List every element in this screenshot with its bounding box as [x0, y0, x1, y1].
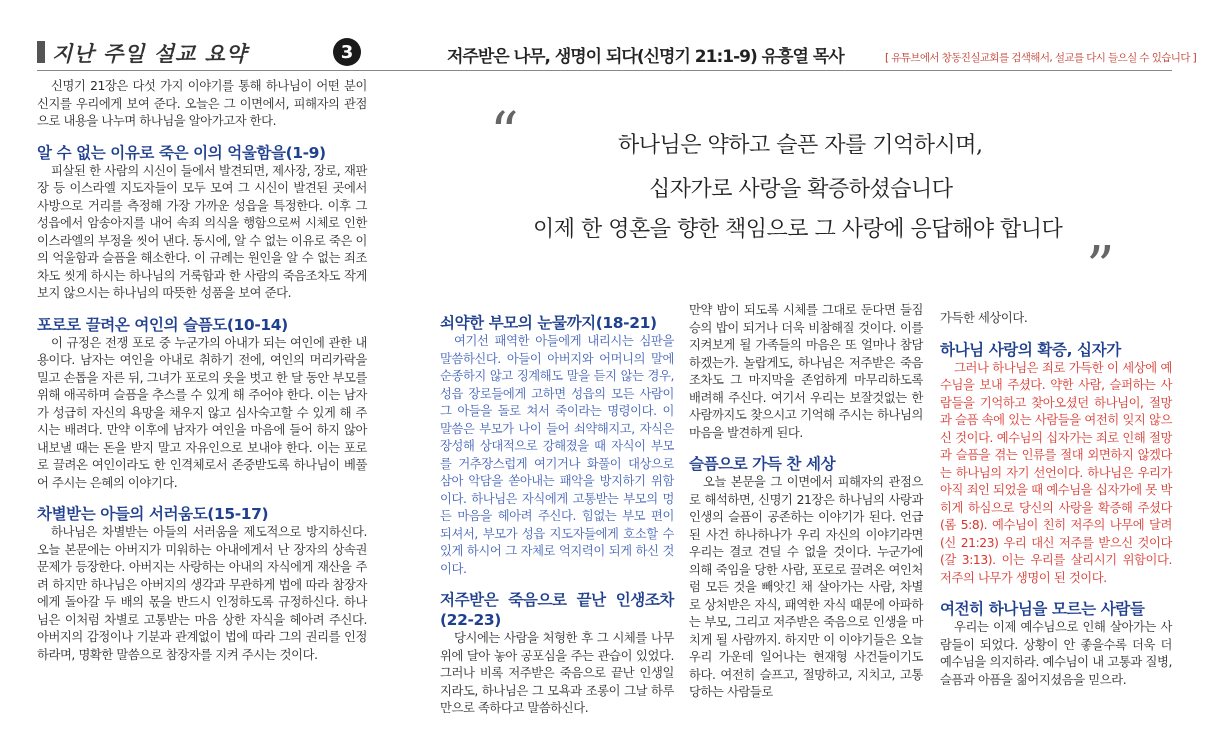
section-marker-bar [37, 41, 45, 63]
close-quote-mark: ” [1086, 235, 1115, 300]
intro-paragraph: 신명기 21장은 다섯 가지 이야기를 통해 하나님이 어떤 분이신지를 우리에게 보여 준다. 오늘은 그 이면에서, 피해자의 관점으로 내용을 나누며 하나님을 알아가고자 한다. [37, 79, 367, 128]
section-label: 지난 주일 설교 요약 [52, 41, 248, 66]
body-paragraph: 가득한 세상이다. [940, 311, 1028, 325]
section-heading: 슬픔으로 가득 찬 세상 [689, 455, 836, 473]
section-heading: 차별받는 아들의 서러움도(15-17) [37, 505, 269, 523]
body-paragraph: 이 규정은 전쟁 포로 중 누군가의 아내가 되는 여인에 관한 내용이다. 남자는 여인을 아내로 취하기 전에, 여인의 머리카락을 밀고 손톱을 자른 뒤, 그녀가 포로의 옷을 벗고 한 달 동안 부모를 위해 애곡하며 슬픔을 추스를 수 있게 해 주어야 한다. 이는 남자가 성급히 자신의 욕망을 채우지 않고 심사숙고할 수 있게 해 주시는 배려다. 만약 이후에 남자가 여인을 마음에 들어 하지 않아 내보낼 때는 돈을 받지 말고 자유인으로 보내야 한다. 이는 포로로 끌려온 여인이라도 한 인격체로서 존중받도록 하나님이 베풀어 주시는 은혜의 이야기다. [37, 335, 367, 490]
section-heading: 저주받은 죽음으로 끝난 인생조차(22-23) [440, 591, 674, 629]
open-quote-mark: “ [490, 101, 519, 166]
highlighted-paragraph: 여기선 패역한 아들에게 내리시는 심판을 말씀하신다. 아들이 아버지와 어머니의 말에 순종하지 않고 징계해도 말을 듣지 않는 경우, 성읍 장로들에게 고하면 성읍의 모든 사람이 그 아들을 돌로 쳐서 죽이라는 명령이다. 이 말씀은 부모가 나이 들어 쇠약해지고, 자식은 장성해 상대적으로 강해졌을 때 자식이 부모를 거추장스럽게 여기거나 화풀이 대상으로 삼아 악담을 쏟아내는 패악을 방지하기 위함이다. 하나님은 자식에게 고통받는 부모의 멍든 마음을 헤아려 주신다. 힘없는 부모 편이 되셔서, 부모가 성읍 지도자들에게 호소할 수 있게 하시어 그 자체로 억지력이 되게 하신 것이다. [440, 334, 674, 576]
page-number-badge: 3 [333, 38, 361, 66]
column-3 [689, 302, 923, 702]
pull-quote-line: 십자가로 사랑을 확증하셨습니다 [649, 177, 953, 202]
body-paragraph: 하나님은 차별받는 아들의 서러움을 제도적으로 방지하신다. 오늘 본문에는 아버지가 미워하는 아내에게서 난 장자의 상속권 문제가 등장한다. 아버지는 사랑하는 아내의 자식에게 재산을 주려 하지만 하나님은 아버지의 생각과 무관하게 법에 따라 참장자에게 돌아갈 두 배의 몫을 반드시 인정하도록 규정하신다. 하나님은 이처럼 차별로 고통받는 마음 상한 자식을 헤아려 주신다. 아버지의 감정이나 기분과 관계없이 법에 따라 그의 권리를 인정하라며, 명확한 말씀으로 참장자를 지켜 주시는 것이다. [37, 525, 367, 662]
section-heading: 여전히 하나님을 모르는 사람들 [940, 600, 1145, 618]
section-heading: 쇠약한 부모의 눈물까지(18-21) [440, 314, 657, 332]
highlighted-paragraph: 그러나 하나님은 죄로 가득한 이 세상에 예수님을 보내 주셨다. 약한 사람, 슬퍼하는 사람들을 기억하고 찾아오셨던 하나님이, 절망과 슬픔 속에 있는 사람들을 여전히 잊지 않으신 것이다. 예수님의 십자가는 죄로 인해 절망과 슬픔을 겪는 인류를 절대 외면하지 않겠다는 하나님의 자기 선언이다. 하나님은 우리가 아직 죄인 되었을 때 예수님을 십자가에 못 박히게 하심으로 당신의 사랑을 확증해 주셨다(롬 5:8). 예수님이 친히 저주의 나무에 달려(신 21:23) 우리 대신 저주를 받으신 것이다(갈 3:13). 이는 우리를 살리시기 위함이다. 저주의 나무가 생명이 된 것이다. [940, 360, 1172, 585]
section-heading: 하나님 사랑의 확증, 십자가 [940, 340, 1121, 359]
pull-quote-line: 이제 한 영혼을 향한 책임으로 그 사랑에 응답해야 합니다 [533, 217, 1063, 242]
body-paragraph: 당시에는 사람을 처형한 후 그 시체를 나무 위에 달아 놓아 공포심을 주는 관습이 있었다. 그러나 비록 저주받은 죽음으로 끝난 인생일지라도, 하나님은 그 모욕과 조롱이 그날 하루만으로 족하다고 말씀하신다. [440, 631, 674, 715]
column-1 [37, 78, 367, 664]
youtube-note: [ 유튜브에서 창동진실교회를 검색해서, 설교를 다시 들으실 수 있습니다 ] [885, 52, 1197, 64]
body-paragraph: 오늘 본문을 그 이면에서 피해자의 관점으로 해석하면, 신명기 21장은 하나님의 사랑과 인생의 슬픔이 공존하는 이야기가 된다. 언급된 사건 하나하나가 우리 자신의 이야기라면 우리는 결코 견딜 수 없을 것이다. 누군가에 의해 죽임을 당한 사람, 포로로 끌려온 여인처럼 모든 것을 빼앗긴 채 살아가는 사람, 차별로 상처받은 자식, 패역한 자식 때문에 아파하는 부모, 그리고 저주받은 죽음으로 인생을 마치게 될 사람까지. 하지만 이 이야기들은 오늘 우리 가운데 일어나는 현재형 사건들이기도 하다. 여전히 슬프고, 절망하고, 지치고, 고통당하는 사람들로 [689, 475, 923, 699]
column-2 [440, 313, 674, 718]
body-paragraph: 피살된 한 사람의 시신이 들에서 발견되면, 제사장, 장로, 재판장 등 이스라엘 지도자들이 모두 모여 그 시신이 발견된 곳에서 사방으로 거리를 측정해 가장 가까운 성읍을 특정한다. 이후 그 성읍에서 암송아지를 내어 속죄 의식을 행함으로써 시체로 인한 이스라엘의 부정을 씻어 낸다. 동시에, 알 수 없는 이유로 죽은 이의 억울함과 슬픔을 해소한다. 이 규례는 원인을 알 수 없는 죄조차도 씻게 하시는 하나님의 거룩함과 한 사람의 죽음조차도 작게 보지 않으시는 하나님의 따뜻한 성품을 보여 준다. [37, 163, 367, 300]
body-paragraph: 우리는 이제 예수님으로 인해 살아가는 사람들이 되었다. 상황이 안 좋을수록 더욱 더 예수님을 의지하라. 예수님이 내 고통과 질병, 슬픔과 아픔을 짊어지셨음을 믿으라. [940, 620, 1172, 687]
section-heading: 알 수 없는 이유로 죽은 이의 억울함을(1-9) [37, 143, 326, 162]
section-heading: 포로로 끌려온 여인의 슬픔도(10-14) [37, 315, 288, 334]
sermon-title: 저주받은 나무, 생명이 되다(신명기 21:1-9) 유흥열 목사 [447, 47, 844, 67]
header-divider [37, 70, 1172, 71]
body-paragraph: 만약 밤이 되도록 시체를 그대로 둔다면 들짐승의 밥이 되거나 더욱 비참해질 것이다. 이를 지켜보게 될 가족들의 마음은 또 얼마나 참담하겠는가. 놀랍게도, 하나님은 저주받은 죽음조차도 그 마지막을 존엄하게 마무리하도록 배려해 주신다. 여기서 우리는 보잘것없는 한 사람까지도 찾으시고 기억해 주시는 하나님의 마음을 발견하게 된다. [689, 303, 923, 440]
column-4 [940, 310, 1172, 689]
pull-quote-line: 하나님은 약하고 슬픈 자를 기억하시며, [618, 133, 983, 158]
